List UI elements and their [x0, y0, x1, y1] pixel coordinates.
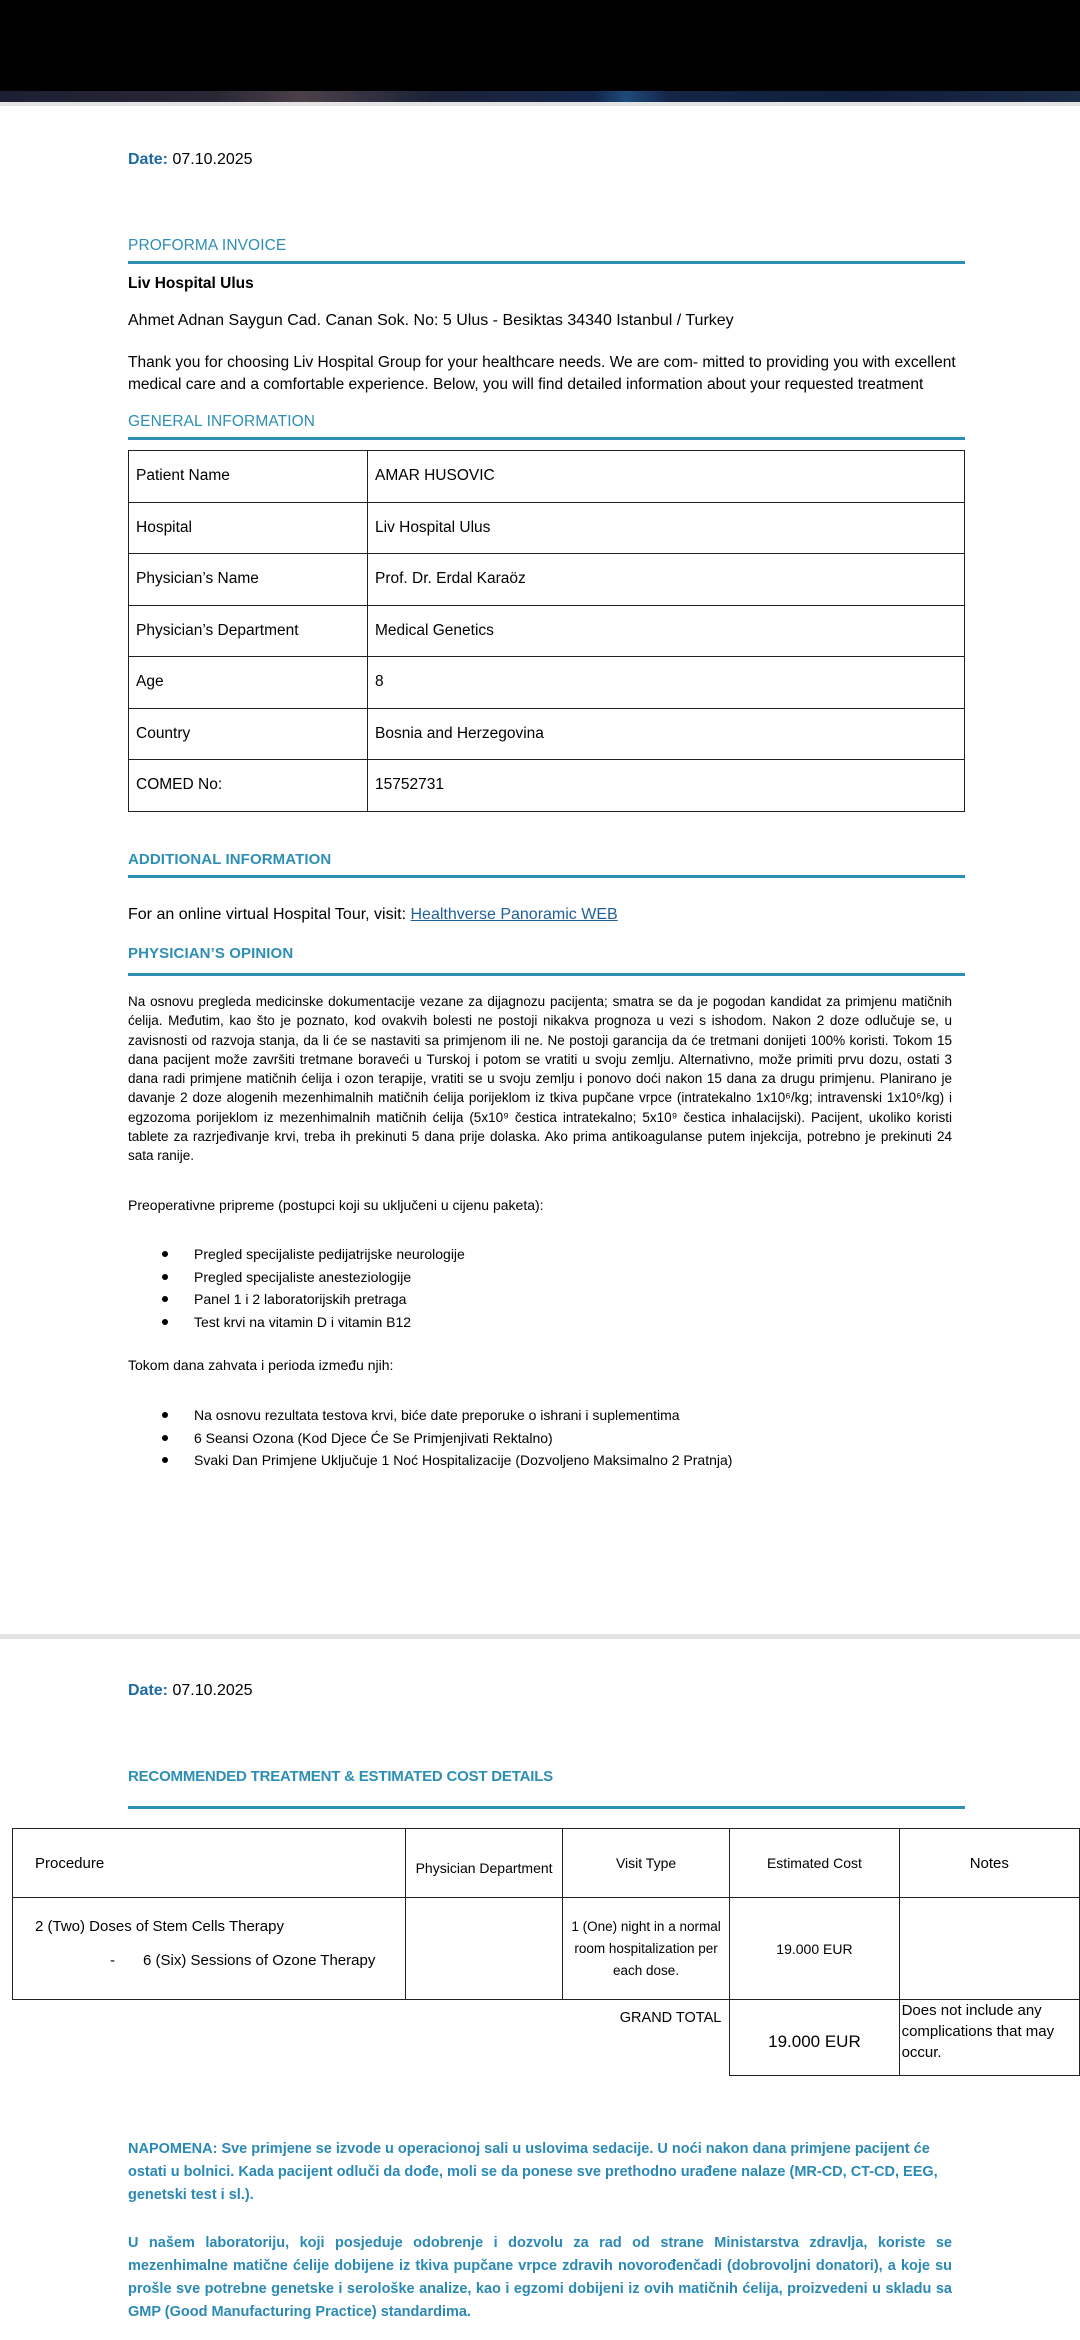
virtual-tour-line — [128, 906, 618, 924]
date-value: 07.10.2025 — [172, 151, 253, 168]
cell-department — [406, 1898, 562, 2000]
row-label: Patient Name — [129, 451, 368, 503]
page-break — [0, 1634, 1080, 1639]
row-label: Age — [129, 657, 368, 709]
header-banner-image-strip — [0, 91, 1080, 102]
row-label: Country — [129, 708, 368, 760]
table-row — [129, 760, 965, 812]
section-title-general-information: GENERAL INFORMATION — [128, 413, 316, 430]
section-divider — [128, 1806, 965, 1809]
header-procedure: Procedure — [13, 1829, 406, 1898]
page-separator — [0, 102, 1080, 106]
row-label: Physician’s Department — [129, 605, 368, 657]
physicians-opinion-block — [128, 992, 952, 1166]
list-item: Pregled specijaliste anesteziologije — [128, 1266, 968, 1289]
healthverse-panoramic-link[interactable]: Healthverse Panoramic WEB — [410, 906, 618, 923]
list-item: Na osnovu rezultata testova krvi, biće date preporuke o ishrani i suplementima — [128, 1404, 968, 1427]
section-title-proforma-invoice: PROFORMA INVOICE — [128, 237, 287, 254]
table-row — [129, 708, 965, 760]
grand-total-value: 19.000 EUR — [730, 2000, 899, 2076]
header-visit-type: Visit Type — [562, 1829, 730, 1898]
table-row — [129, 554, 965, 606]
procedure-main: 2 (Two) Doses of Stem Cells Therapy — [35, 1918, 284, 1935]
hospital-name: Liv Hospital Ulus — [128, 275, 254, 292]
table-row — [129, 605, 965, 657]
row-label: Hospital — [129, 502, 368, 554]
laboratory-note — [128, 2232, 952, 2324]
header-estimated-cost: Estimated Cost — [730, 1829, 899, 1898]
preop-list — [128, 1243, 968, 1333]
cell-notes — [899, 1898, 1079, 2000]
date-line — [128, 151, 253, 169]
table-row — [129, 657, 965, 709]
section-divider — [128, 437, 965, 440]
section-divider — [128, 973, 965, 976]
list-item: 6 Seansi Ozona (Kod Djece Će Se Primjenjivati Rektalno) — [128, 1427, 968, 1450]
date-value: 07.10.2025 — [172, 1682, 253, 1699]
row-value-comed-no: 15752731 — [368, 760, 965, 812]
row-label: Physician’s Name — [129, 554, 368, 606]
opinion-paragraph: Na osnovu pregleda medicinske dokumentacije vezane za dijagnozu pacijenta; smatra se da je pogodan kandidat za primjenu matičnih ćelija. Međutim, kao što je poznato, kod ovakvih bolesti ne postoji nikakva prognoza u vezi s ishodom. Nakon 2 doze odlučuje se, u zavisnosti od razvoja stanja, da li će se nastaviti sa primjenom ili ne. Ne postoji garancija da će tretmani donijeti 100% koristi. Tokom 15 dana pacijent može završiti tretmane boraveći u Turskoj i potom se vratiti u svoju zemlju. Alternativno, može primiti prvu dozu, ostati 3 dana radi primjene matičnih ćelija i ozon terapije, vratiti se u svoju zemlju i ponovo doći nakon 15 dana za drugu primjenu. Planirano je davanje 2 doze alogenih mezenhimalnih matičnih ćelija porijeklom iz tkiva pupčane vrpce (intratekalno 1x10⁶/kg; intravenski 1x10⁶/kg) i egzozoma porijeklom iz mezenhimalnih matičnih ćelija (5x10⁹ čestica intratekalno; 5x10⁹ čestica inhalacijski). Pacijent, ukoliko koristi tablete za razrjeđivanje krvi, treba ih prekinuti 5 dana prije dolaska. Ako prima antikoagulanse putem injekcija, potrebno je prekinuti 24 sata ranije. — [128, 994, 952, 1164]
virtual-tour-text: For an online virtual Hospital Tour, visit: — [128, 906, 411, 923]
row-value-age: 8 — [368, 657, 965, 709]
row-value-physician-name: Prof. Dr. Erdal Karaöz — [368, 554, 965, 606]
row-value-patient-name: AMAR HUSOVIC — [368, 451, 965, 503]
section-title-additional-information: ADDITIONAL INFORMATION — [128, 851, 332, 868]
table-row — [129, 502, 965, 554]
table-row — [13, 1898, 1080, 2000]
header-physician-department: Physician Department — [406, 1829, 562, 1898]
section-title-recommended-treatment: RECOMMENDED TREATMENT & ESTIMATED COST DETAILS — [128, 1768, 553, 1785]
header-notes: Notes — [899, 1829, 1079, 1898]
list-item: Pregled specijaliste pedijatrijske neurologije — [128, 1243, 968, 1266]
napomena-note — [128, 2138, 952, 2207]
note-paragraph: NAPOMENA: Sve primjene se izvode u operacionoj sali u uslovima sedacije. U noći nakon dana primjene pacijent će ostati u bolnici. Kada pacijent odluči da dođe, moli se da ponese sve prethodno urađene nalaze (MR-CD, CT-CD, EEG, genetski test i sl.). — [128, 2141, 938, 2203]
date-line — [128, 1682, 253, 1700]
preop-title: Preoperativne pripreme (postupci koji su uključeni u cijenu paketa): — [128, 1197, 544, 1213]
note-paragraph: U našem laboratoriju, koji posjeduje odobrenje i dozvolu za rad od strane Ministarstva zdravlja, koriste se mezenhimalne matične ćelije dobijene iz tkiva pupčane vrpce zdravih novorođenčadi (dobrovoljni donatori), a koje su prošle sve potrebne genetske i serološke analize, kao i egzomi dobijeni iz ovih matičnih ćelija, proizvedeni u skladu sa GMP (Good Manufacturing Practice) standardima. — [128, 2235, 952, 2320]
section-divider — [128, 875, 965, 878]
table-header-row — [13, 1829, 1080, 1898]
date-label: Date: — [128, 151, 169, 168]
section-title-physicians-opinion: PHYSICIAN’S OPINION — [128, 945, 294, 962]
row-value-physician-department: Medical Genetics — [368, 605, 965, 657]
list-item: Panel 1 i 2 laboratorijskih pretraga — [128, 1288, 968, 1311]
sub-procedure: 6 (Six) Sessions of Ozone Therapy — [143, 1952, 376, 1969]
row-label: COMED No: — [129, 760, 368, 812]
procedure-sub — [35, 1944, 405, 1978]
row-value-hospital: Liv Hospital Ulus — [368, 502, 965, 554]
hospital-address: Ahmet Adnan Saygun Cad. Canan Sok. No: 5 Ulus - Besiktas 34340 Istanbul / Turkey — [128, 312, 734, 329]
list-item: Svaki Dan Primjene Uključuje 1 Noć Hospitalizacije (Dozvoljeno Maksimalno 2 Pratnja) — [128, 1449, 968, 1472]
intro-text: Thank you for choosing Liv Hospital Group for your healthcare needs. We are com- mitted to providing you with excellent medical care and a comfortable experience. Below, you will find detailed information about your requested treatment — [128, 354, 956, 393]
header-banner — [0, 0, 1080, 102]
during-treatment-list — [128, 1404, 968, 1472]
table-row — [129, 451, 965, 503]
cost-details-table — [12, 1828, 1080, 2076]
cell-visit-type: 1 (One) night in a normal room hospitalization per each dose. — [562, 1898, 730, 2000]
cell-procedure — [13, 1898, 406, 2000]
date-label: Date: — [128, 1682, 169, 1699]
general-information-table — [128, 450, 965, 812]
sub-procedure-marker: - — [110, 1952, 115, 1969]
section-divider — [128, 261, 965, 264]
during-treatment-title: Tokom dana zahvata i perioda između njih: — [128, 1357, 394, 1373]
grand-total-row — [13, 2000, 1080, 2076]
list-item: Test krvi na vitamin D i vitamin B12 — [128, 1311, 968, 1334]
row-value-country: Bosnia and Herzegovina — [368, 708, 965, 760]
cell-estimated-cost: 19.000 EUR — [730, 1898, 899, 2000]
grand-total-note: Does not include any complications that may occur. — [899, 2000, 1079, 2076]
grand-total-label: GRAND TOTAL — [619, 2010, 722, 2026]
